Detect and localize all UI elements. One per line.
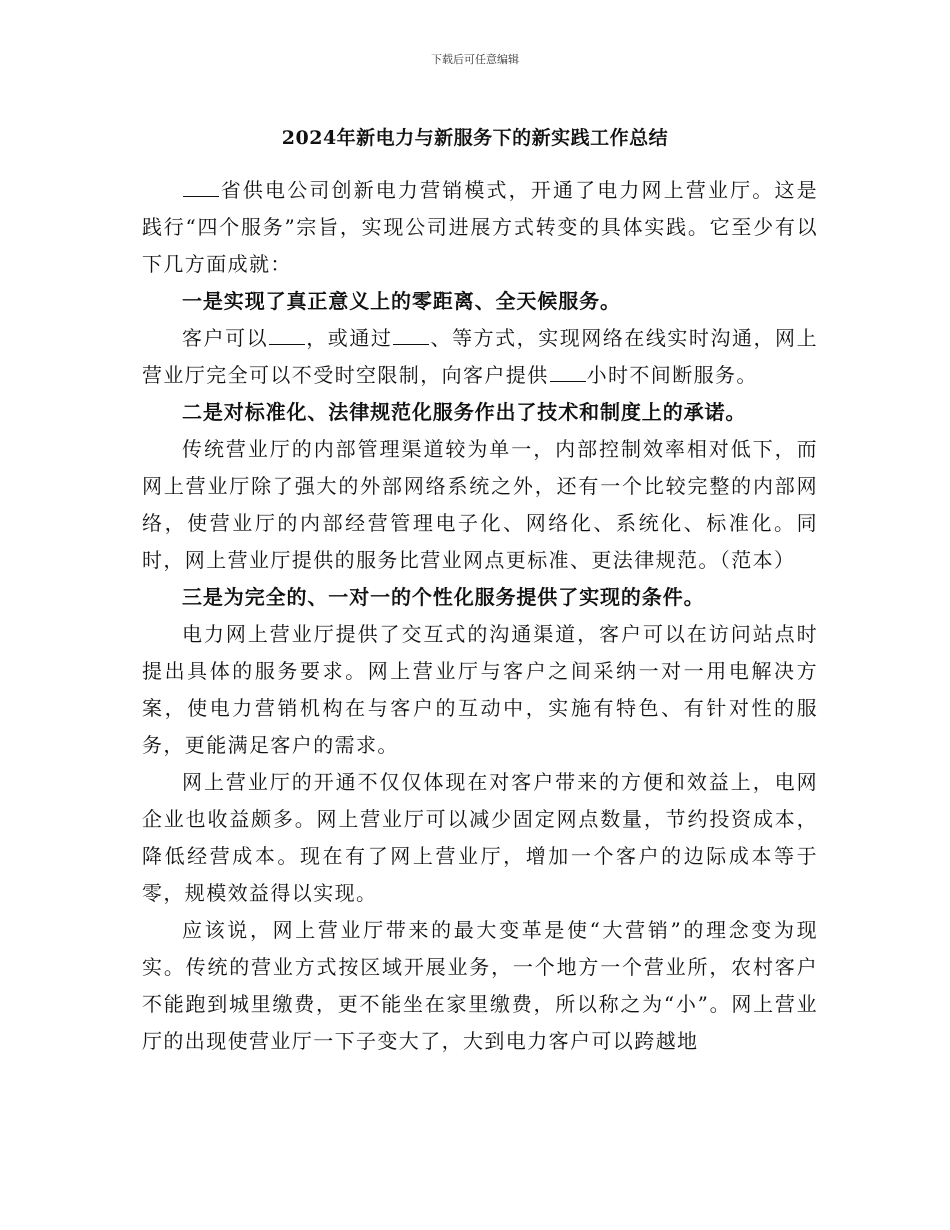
section2-heading: 二是对标准化、法律规范化服务作出了技术和制度上的承诺。 bbox=[182, 400, 747, 424]
section1-text-d: 小时不间断服务。 bbox=[586, 363, 758, 387]
section2-paragraph: 传统营业厅的内部管理渠道较为单一，内部控制效率相对低下，而网上营业厅除了强大的外部网络系统之外，还有一个比较完整的内部网络，使营业厅的内部经营管理电子化、网络化、系统化、标准化。同时，网上营业厅提供的服务比营业网点更标准、更法律规范。（范本） bbox=[142, 437, 818, 572]
document-title: 2024年新电力与新服务下的新实践工作总结 bbox=[281, 127, 669, 149]
header-note: 下载后可任意编辑 bbox=[431, 53, 519, 66]
fill-blank bbox=[269, 327, 305, 345]
section1-text-a: 客户可以 bbox=[182, 326, 269, 350]
fill-blank bbox=[550, 364, 586, 382]
benefit-paragraph: 网上营业厅的开通不仅仅体现在对客户带来的方便和效益上，电网企业也收益颇多。网上营业厅可以减少固定网点数量，节约投资成本，降低经营成本。现在有了网上营业厅，增加一个客户的边际成本等于零，规模效益得以实现。 bbox=[142, 770, 818, 905]
fill-blank bbox=[393, 327, 429, 345]
section1-paragraph bbox=[142, 320, 818, 394]
fill-blank bbox=[183, 179, 219, 197]
document-body bbox=[142, 172, 818, 1060]
section1-text-c: 、等方式，实现网络在线实时沟通，网上营业厅完全可以不受时空限制，向客户提供 bbox=[142, 326, 818, 387]
intro-text: 省供电公司创新电力营销模式，开通了电力网上营业厅。这是践行“四个服务”宗旨，实现公司进展方式转变的具体实践。它至少有以下几方面成就： bbox=[142, 178, 818, 276]
intro-paragraph bbox=[142, 172, 818, 283]
section3-paragraph: 电力网上营业厅提供了交互式的沟通渠道，客户可以在访问站点时提出具体的服务要求。网上营业厅与客户之间采纳一对一用电解决方案，使电力营销机构在与客户的互动中，实施有特色、有针对性的服务，更能满足客户的需求。 bbox=[142, 622, 818, 757]
section3-heading: 三是为完全的、一对一的个性化服务提供了实现的条件。 bbox=[182, 585, 705, 609]
conclusion-paragraph: 应该说，网上营业厅带来的最大变革是使“大营销”的理念变为现实。传统的营业方式按区域开展业务，一个地方一个营业所，农村客户不能跑到城里缴费，更不能坐在家里缴费，所以称之为“小”。网上营业厅的出现使营业厅一下子变大了，大到电力客户可以跨越地 bbox=[142, 918, 818, 1053]
section1-heading: 一是实现了真正意义上的零距离、全天候服务。 bbox=[182, 289, 621, 313]
section1-text-b: ，或通过 bbox=[306, 326, 393, 350]
